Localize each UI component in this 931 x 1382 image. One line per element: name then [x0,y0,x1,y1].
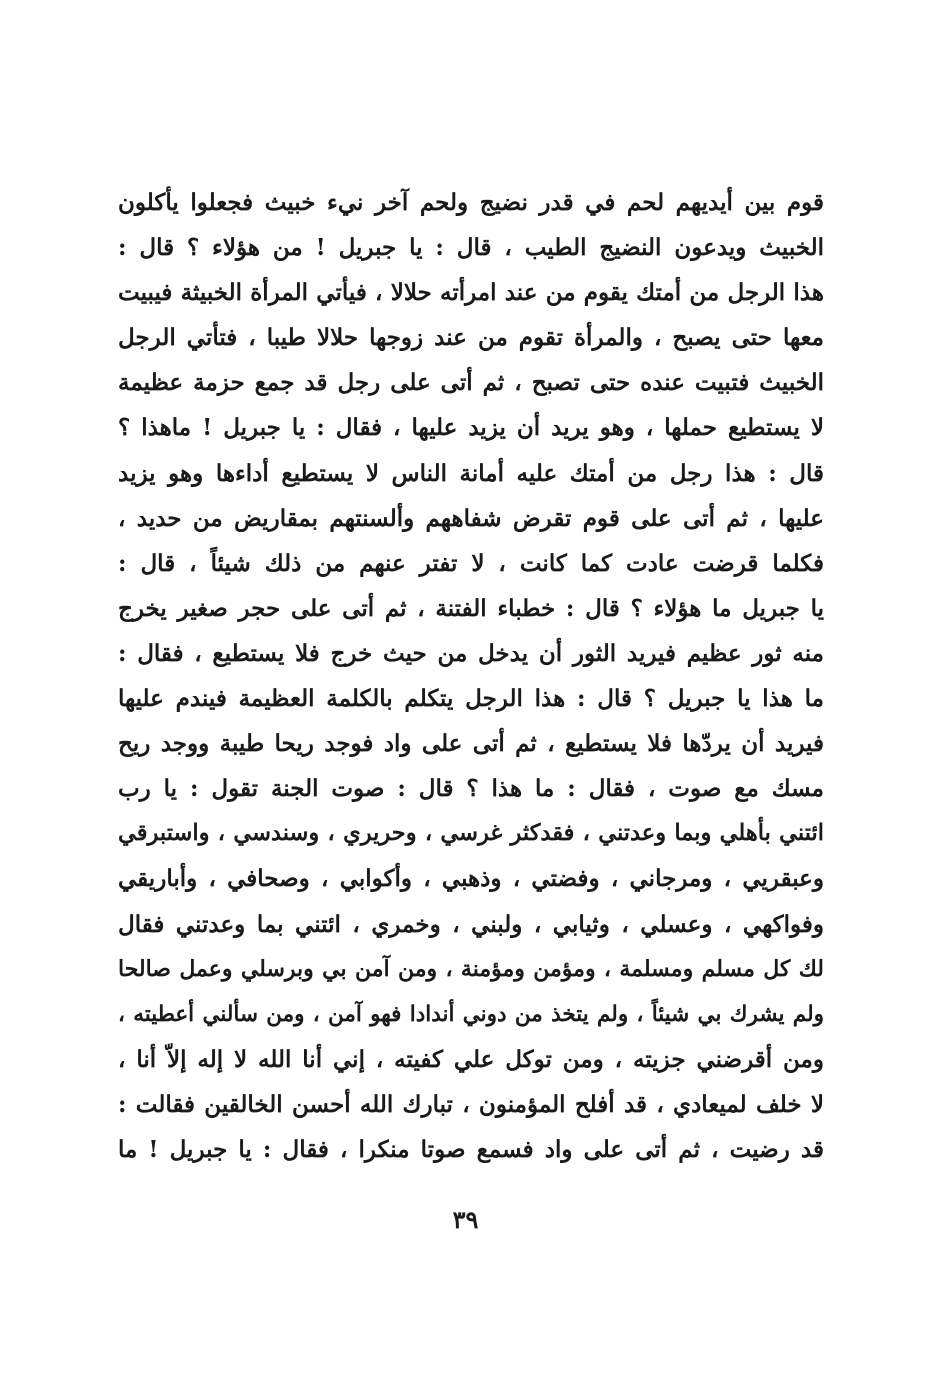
text-line: مسك مع صوت ، فقال : ما هذا ؟ قال : صوت الجنة تقول : يا رب [118,775,824,803]
text-line: الخبيث فتبيت عنده حتى تصبح ، ثم أتى على رجل قد جمع حزمة عظيمة [118,369,824,397]
text-line: عليها ، ثم أتى على قوم تقرض شفاههم وألسنتهم بمقاريض من حديد ، [118,504,824,532]
text-line: لا خلف لميعادي ، قد أفلح المؤمنون ، تبارك الله أحسن الخالقين فقالت : [118,1090,824,1118]
text-line: هذا الرجل من أمتك يقوم من عند امرأته حلالا ، فيأتي المرأة الخبيثة فيبيت [118,279,824,307]
text-line: قد رضيت ، ثم أتى على واد فسمع صوتا منكرا ، فقال : يا جبريل ! ما [118,1135,824,1163]
page-number: ٣٩ [452,1205,479,1234]
body-text [118,180,824,1172]
text-line: منه ثور عظيم فيريد الثور أن يدخل من حيث خرج فلا يستطيع ، فقال : [118,639,824,667]
text-line: وعبقريي ، ومرجاني ، وفضتي ، وذهبي ، وأكوابي ، وصحافي ، وأباريقي [118,865,824,893]
text-line: قال : هذا رجل من أمتك عليه أمانة الناس لا يستطيع أداءها وهو يزيد [118,459,824,487]
text-line: لا يستطيع حملها ، وهو يريد أن يزيد عليها ، فقال : يا جبريل ! ماهذا ؟ [118,414,824,442]
text-line: لك كل مسلم ومسلمة ، ومؤمن ومؤمنة ، ومن آمن بي وبرسلي وعمل صالحا [118,955,824,982]
text-line: وفواكهي ، وعسلي ، وثيابي ، ولبني ، وخمري ، ائتني بما وعدتني فقال [118,910,824,938]
text-line: قوم بين أيديهم لحم في قدر نضيج ولحم آخر نيء خبيث فجعلوا يأكلون [118,189,824,216]
text-line: الخبيث ويدعون النضيج الطيب ، قال : يا جبريل ! من هؤلاء ؟ قال : [118,234,824,262]
text-line: يا جبريل ما هؤلاء ؟ قال : خطباء الفتنة ، ثم أتى على حجر صغير يخرج [118,594,824,622]
text-line: معها حتى يصبح ، والمرأة تقوم من عند زوجها حلالا طيبا ، فتأتي الرجل [118,324,824,352]
text-line: ولم يشرك بي شيئاً ، ولم يتخذ من دوني أندادا فهو آمن ، ومن سألني أعطيته ، [118,1001,824,1027]
text-line: ومن أقرضني جزيته ، ومن توكل علي كفيته ، إني أنا الله لا إله إلاّ أنا ، [118,1045,824,1073]
text-line: ما هذا يا جبريل ؟ قال : هذا الرجل يتكلم بالكلمة العظيمة فيندم عليها [118,685,824,713]
text-line: فكلما قرضت عادت كما كانت ، لا تفتر عنهم من ذلك شيئاً ، قال : [118,549,824,577]
text-line: ائتني بأهلي وبما وعدتني ، فقدكثر غرسي ، وحريري ، وسندسي ، واستبرقي [118,820,824,847]
text-line: فيريد أن يردّها فلا يستطيع ، ثم أتى على واد فوجد ريحا طيبة ووجد ريح [118,730,824,758]
